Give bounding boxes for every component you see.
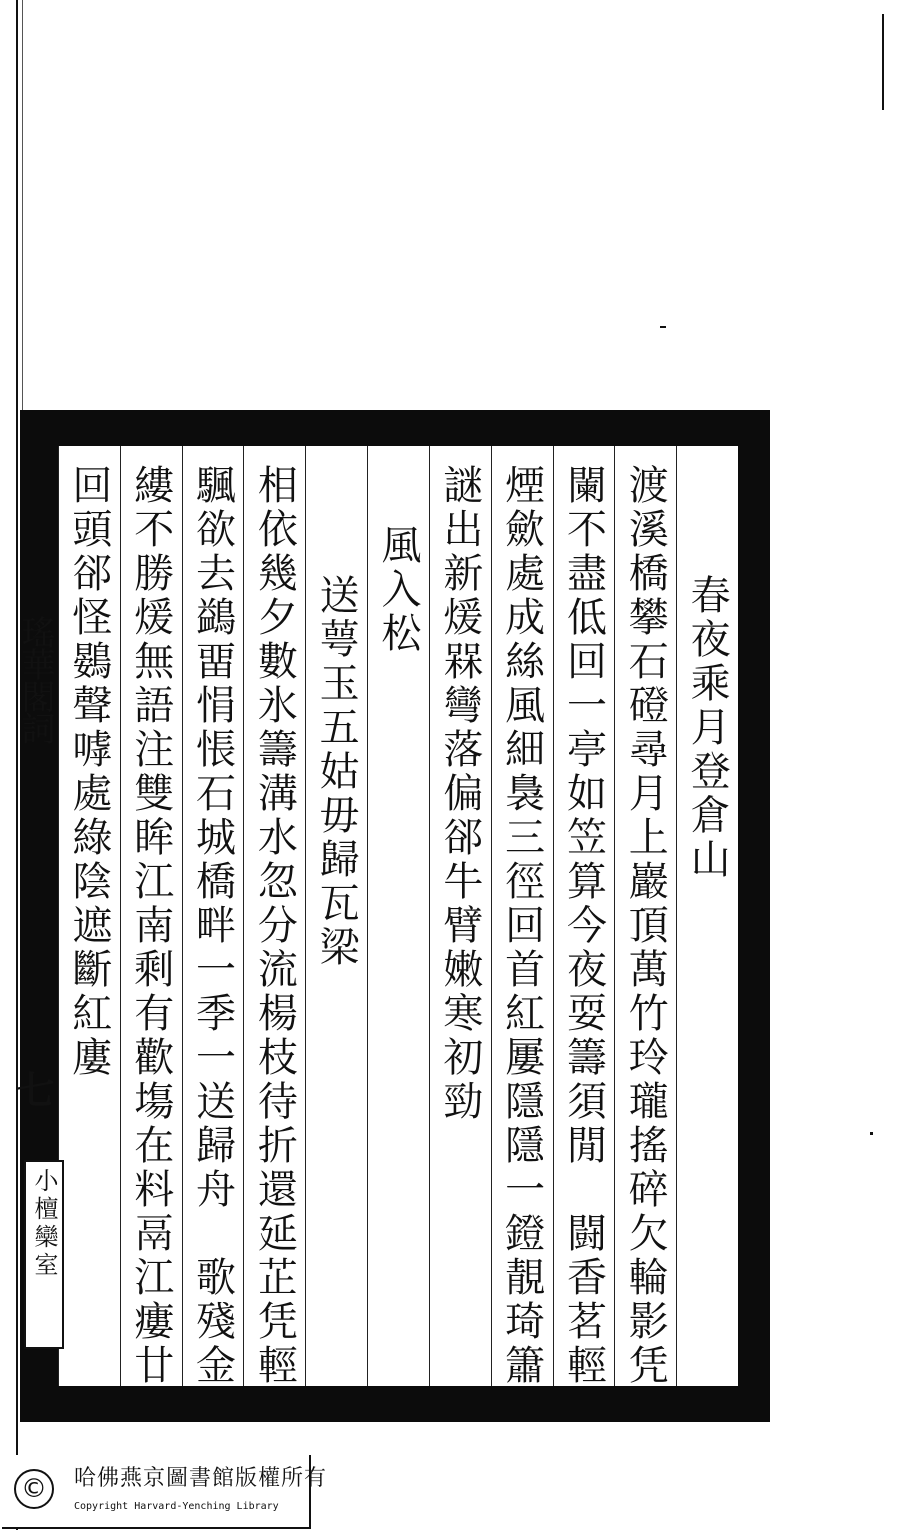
margin-band [10,440,60,1375]
column-text: 縷不勝煖無語注雙眸江南剩有歡塲在料鬲江瘻廿 [127,464,174,1388]
copyright-notice [2,1455,328,1529]
column-text: 相依幾夕數氷籌溝水忽分流楊枝待折還延芷凭輕 [251,464,298,1388]
page-number: 七 [10,1070,55,1108]
column-text: 煙歛處成絲風細裊三徑回首紅屢隱隱一鐙靚琦簫 [498,464,545,1388]
text-column-6 [366,446,430,1386]
text-column-5 [428,446,492,1386]
column-text: 颿欲去鷁畱悁悵石城橋畔一季一送歸舟 歌殘金 [189,464,236,1388]
copyright-chinese: 哈佛燕京圖書館版權所有 [74,1466,328,1491]
column-text: 渡溪橋攀石磴尋月上巖頂萬竹玲瓏搖碎欠輪影凭 [622,464,669,1388]
scan-speck [660,326,666,328]
text-column-9 [181,446,245,1386]
studio-name-box [24,1160,64,1349]
text-column-8 [242,446,306,1386]
text-column-10 [119,446,183,1386]
column-text: 送萼玉五姑毋歸瓦梁 [313,574,360,970]
book-title: 瑤華閣詞 [15,615,55,743]
column-text: 回頭郤怪鷃聲嘑處綠陰遮斷紅廔 [65,464,112,1080]
copyright-icon: © [14,1469,54,1509]
page-edge-line [882,14,884,110]
text-column-3 [551,446,615,1386]
copyright-english: Copyright Harvard-Yenching Library [74,1501,279,1512]
text-column-4 [490,446,554,1386]
scan-speck [870,1132,873,1135]
text-column-1 [675,446,739,1386]
text-column-11 [57,446,121,1386]
page-edge-line [16,0,18,1530]
text-area [58,446,738,1386]
column-text: 謎出新煖槑彎落偏郤牛臂嫩寒初勁 [436,464,483,1124]
column-text: 春夜乘月登倉山 [684,574,731,882]
woodblock-page [10,410,770,1422]
column-text: 風入松 [375,524,421,656]
studio-name: 小檀欒室 [30,1168,58,1280]
text-column-7 [304,446,368,1386]
column-text: 闌不盡低回一亭如笠算今夜耍籌須閒 闘香茗輕 [560,464,607,1388]
text-column-2 [613,446,677,1386]
